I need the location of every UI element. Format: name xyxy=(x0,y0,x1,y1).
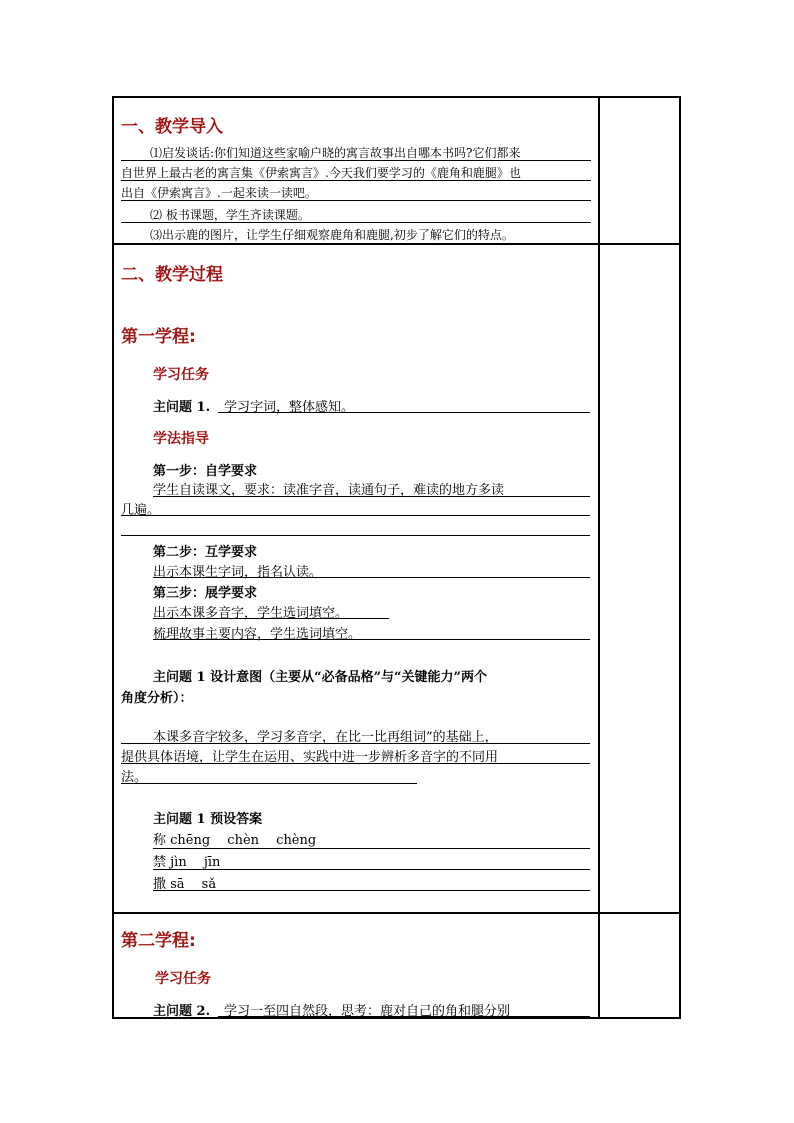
lesson-plan-table xyxy=(112,96,681,1019)
underline xyxy=(153,639,590,640)
underline xyxy=(153,577,590,578)
step-2-text: 出示本课生字词，指名认读。 xyxy=(153,565,323,580)
step-1-line-2: 几遍。 xyxy=(121,503,161,518)
method-label: 学法指导 xyxy=(153,431,209,447)
intro-paragraph-3: ⑶出示鹿的图片，让学生仔细观察鹿角和鹿腿,初步了解它们的特点。 xyxy=(150,228,514,242)
question-1-label: 主问题 1. xyxy=(153,400,211,415)
underline xyxy=(121,222,591,223)
underline xyxy=(218,412,590,413)
underline xyxy=(121,515,590,516)
stage-2-title: 第二学程: xyxy=(121,931,196,951)
answer-label: 主问题 1 预设答案 xyxy=(153,812,263,827)
answer-line-3: 撒 sā sǎ xyxy=(153,877,217,892)
column-divider xyxy=(598,98,600,1017)
design-intent-line-1: 主问题 1 设计意图（主要从“必备品格”与“关键能力”两个 xyxy=(153,670,488,685)
underline xyxy=(121,200,591,201)
answer-line-1: 称 chēng chèn chèng xyxy=(153,833,317,848)
section-title-intro: 一、教学导入 xyxy=(121,117,223,137)
underline xyxy=(121,160,591,161)
intro-paragraph-2: ⑵ 板书课题，学生齐读课题。 xyxy=(150,208,310,222)
underline xyxy=(121,743,590,744)
step-3-text-2: 梳理故事主要内容，学生选词填空。 xyxy=(153,627,362,642)
task-label-2: 学习任务 xyxy=(155,971,211,987)
underline xyxy=(153,869,590,870)
underline xyxy=(153,496,590,497)
step-2-label: 第二步：互学要求 xyxy=(153,545,258,560)
underline xyxy=(121,763,590,764)
intro-paragraph-1-line-2: 自世界上最古老的寓言集《伊索寓言》.今天我们要学习的《鹿角和鹿腿》也 xyxy=(121,166,521,180)
stage-1-title: 第一学程: xyxy=(121,327,196,347)
answer-line-2: 禁 jìn jīn xyxy=(153,855,221,870)
design-intent-line-2: 角度分析）： xyxy=(121,691,193,706)
intro-paragraph-1-line-3: 出自《伊索寓言》.一起来读一读吧。 xyxy=(121,186,317,200)
question-2-text: 学习一至四自然段，思考：鹿对自己的角和腿分别 xyxy=(224,1004,511,1019)
design-body-line-2: 提供具体语境，让学生在运用、实践中进一步辨析多音字的不同用 xyxy=(121,750,499,765)
row-divider-1 xyxy=(114,243,679,245)
step-1-label: 第一步：自学要求 xyxy=(153,464,258,479)
underline xyxy=(121,535,590,536)
underline xyxy=(121,180,591,181)
intro-paragraph-1-line-1: ⑴启发谈话:你们知道这些家喻户晓的寓言故事出自哪本书吗?它们都来 xyxy=(150,146,521,160)
step-1-line-1: 学生自读课文，要求：读准字音，读通句子，难读的地方多读 xyxy=(153,483,505,498)
row-divider-2 xyxy=(114,912,679,914)
section-title-process: 二、教学过程 xyxy=(121,265,223,285)
design-body-line-3: 法。 xyxy=(121,770,148,785)
question-1-text: 学习字词，整体感知。 xyxy=(224,400,355,415)
underline xyxy=(218,1016,590,1017)
question-2-label: 主问题 2. xyxy=(153,1004,211,1019)
step-3-text-1: 出示本课多音字，学生选词填空。 xyxy=(153,606,349,621)
underline xyxy=(153,890,590,891)
design-body-line-1: 本课多音字较多，学习多音字，在比一比再组词”的基础上， xyxy=(153,730,498,745)
underline xyxy=(121,783,417,784)
underline xyxy=(153,618,389,619)
step-3-label: 第三步：展学要求 xyxy=(153,586,258,601)
task-label: 学习任务 xyxy=(153,367,209,383)
underline xyxy=(153,848,590,849)
